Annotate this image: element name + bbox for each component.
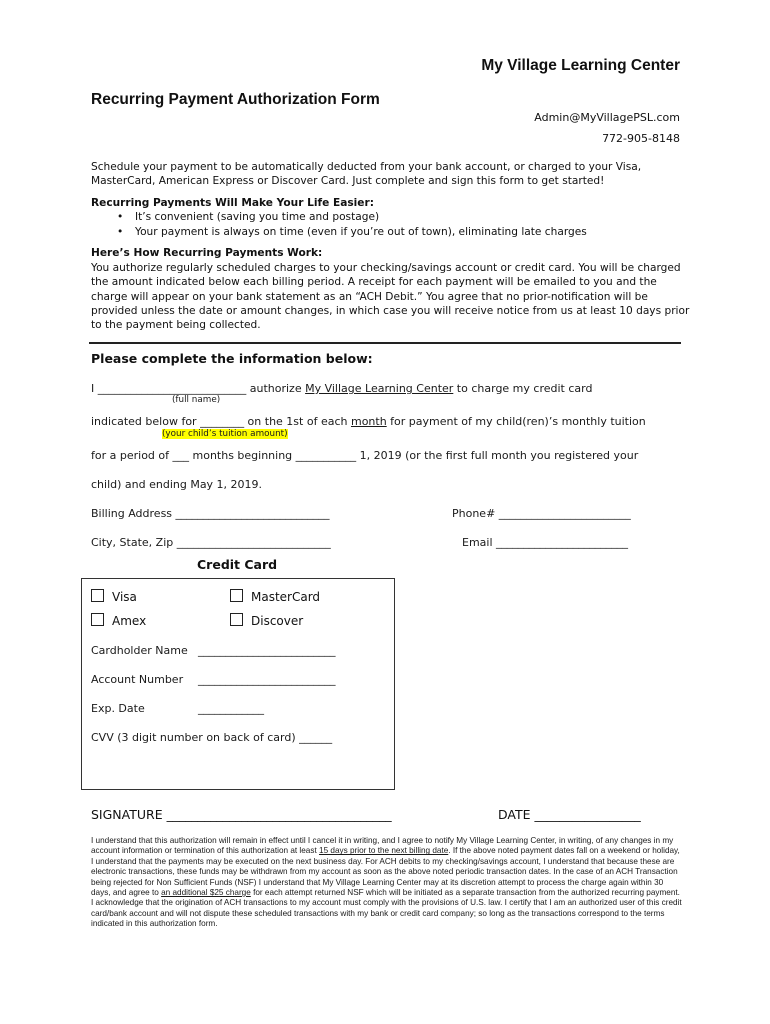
- mastercard-option[interactable]: MasterCard: [230, 589, 320, 604]
- discover-option[interactable]: Discover: [230, 613, 303, 628]
- exp-date-field[interactable]: ____________: [198, 702, 264, 715]
- mastercard-checkbox[interactable]: [230, 589, 243, 602]
- amex-checkbox[interactable]: [91, 613, 104, 626]
- exp-date-label: Exp. Date: [91, 702, 145, 715]
- visa-option[interactable]: Visa: [91, 589, 137, 604]
- billing-address-field[interactable]: Billing Address ____________________________: [91, 507, 330, 520]
- cvv-field[interactable]: CVV (3 digit number on back of card) ______: [91, 731, 333, 744]
- authorize-org: My Village Learning Center: [305, 382, 454, 395]
- section-divider: [89, 342, 681, 344]
- how-heading: Here’s How Recurring Payments Work:: [91, 247, 323, 259]
- easier-heading: Recurring Payments Will Make Your Life Easier:: [91, 197, 374, 209]
- contact-phone: 772-905-8148: [602, 132, 680, 145]
- phone-field[interactable]: Phone# ________________________: [452, 507, 631, 520]
- account-number-label: Account Number: [91, 673, 184, 686]
- account-number-field[interactable]: _________________________: [198, 673, 336, 686]
- full-name-label: (full name): [172, 395, 221, 405]
- credit-card-heading: Credit Card: [197, 557, 278, 572]
- legal-text: I understand that this authorization will remain in effect until I cancel it in writing, and I agree to notify My Village Learning Center, in writing, of any changes in my account information or termination of this authorization at least 15 days prior to the next billing date. If the above noted payment dates fall on a weekend or holiday, I understand that the payments may be executed on the next business day. For ACH debits to my checking/savings account, I understand that because these are electronic transactions, these funds may be withdrawn from my account as soon as the above noted periodic transaction dates. In the case of an ACH Transaction being rejected for Non Sufficient Funds (NSF) I understand that My Village Learning Center may at its discretion attempt to process the charge again within 30 days, and agree to an additional $25 charge for each attempt returned NSF which will be initiated as a separate transaction from the authorized recurring payment. I acknowledge that the origination of ACH transactions to my account must comply with the provisions of U.S. law. I certify that I am an authorized user of this credit card/bank account and will not dispute these scheduled transactions with my bank or credit card company; so long as the transactions correspond to the terms indicated in this authorization form.: [91, 836, 682, 929]
- email-field[interactable]: Email ________________________: [462, 536, 629, 549]
- cardholder-label: Cardholder Name: [91, 644, 188, 657]
- intro-paragraph: Schedule your payment to be automatically deducted from your bank account, or charged to your Visa, MasterCard, American Express or Discover Card. Just complete and sign this form to get started!: [91, 161, 642, 188]
- how-paragraph: You authorize regularly scheduled charges to your checking/savings account or credit card. You will be charged the amount indicated below each billing period. A receipt for each payment will be emailed to you and the charge will appear on your bank statement as an “ACH Debit.” You agree that no prior-notification will be provided unless the date or amount changes, in which case you will receive notice from us at least 10 days prior to the payment being collected.: [91, 262, 690, 332]
- tuition-amount-label: (your child’s tuition amount): [162, 429, 288, 439]
- easier-bullet: • It’s convenient (saving you time and postage): [117, 211, 380, 223]
- ending-line: child) and ending May 1, 2019.: [91, 478, 263, 491]
- cardholder-field[interactable]: _________________________: [198, 644, 336, 657]
- amex-option[interactable]: Amex: [91, 613, 146, 628]
- amount-line: indicated below for ________ on the 1st of each month for payment of my child(ren)’s monthly tuition: [91, 415, 646, 428]
- contact-email[interactable]: Admin@MyVillagePSL.com: [534, 111, 680, 124]
- visa-checkbox[interactable]: [91, 589, 104, 602]
- authorize-line: I ___________________________ authorize My Village Learning Center to charge my credit card: [91, 382, 593, 395]
- city-state-zip-field[interactable]: City, State, Zip ____________________________: [91, 536, 331, 549]
- form-title: Recurring Payment Authorization Form: [91, 91, 380, 108]
- date-field[interactable]: DATE _________________: [498, 807, 641, 822]
- info-heading: Please complete the information below:: [91, 351, 373, 366]
- signature-field[interactable]: SIGNATURE ____________________________________: [91, 807, 392, 822]
- org-name: My Village Learning Center: [481, 57, 680, 74]
- easier-bullet: • Your payment is always on time (even if you’re out of town), eliminating late charges: [117, 226, 587, 238]
- discover-checkbox[interactable]: [230, 613, 243, 626]
- period-line: for a period of ___ months beginning ___________ 1, 2019 (or the first full month you registered your: [91, 449, 639, 462]
